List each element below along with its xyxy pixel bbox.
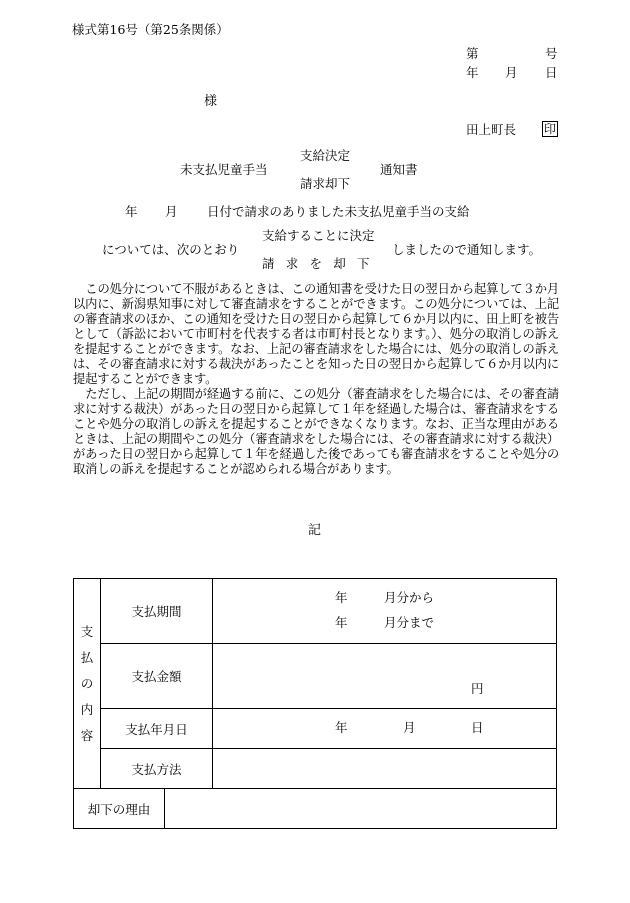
title-right: 通知書 — [380, 162, 418, 177]
issue-date-day: 日 — [545, 65, 558, 80]
period-to-year: 年 — [335, 615, 348, 630]
period-from-year: 年 — [335, 590, 348, 605]
issuer-name: 田上町長 — [466, 122, 517, 137]
payment-details-table — [73, 578, 557, 829]
payment-method-label: 支払方法 — [101, 749, 213, 789]
payment-amount-label: 支払金額 — [101, 644, 213, 709]
title-option-decision: 支給決定 — [300, 148, 351, 163]
ki-heading: 記 — [308, 523, 322, 538]
payment-date-day: 日 — [471, 720, 484, 735]
rejection-reason-field[interactable] — [165, 789, 556, 828]
payment-period-label: 支払期間 — [101, 579, 213, 644]
group-char: 内 — [80, 701, 94, 717]
result-lead: については、次のとおり — [102, 242, 240, 257]
request-year: 年 — [125, 204, 138, 219]
payment-date-month: 月 — [403, 720, 416, 735]
payment-amount-field[interactable] — [213, 644, 557, 709]
issue-date-month: 月 — [505, 65, 518, 80]
form-number: 様式第16号（第25条関係） — [72, 22, 229, 37]
issue-date-year: 年 — [466, 65, 479, 80]
title-option-rejection: 請求却下 — [300, 176, 351, 191]
group-char: 払 — [80, 649, 94, 665]
payment-content-group-label — [74, 579, 101, 789]
rejection-reason-row — [74, 789, 557, 829]
doc-number-suffix: 号 — [545, 46, 558, 61]
request-sentence: 日付で請求のありました未支払児童手当の支給 — [207, 204, 470, 219]
payment-date-field[interactable] — [213, 709, 557, 749]
appeal-paragraph-1: この処分について不服があるときは、この通知書を受けた日の翌日から起算して３か月以内に、新潟県知事に対して審査請求をすることができます。この処分については、上記の審査請求のほか、この通知を受けた日の翌日から起算して６か月以内に、田上町を被告として（訴訟において市町村を代表する者は市町村長となります。）、処分の取消しの訴えを提起することができます。なお、上記の審査請求をした場合には、処分の取消しの訴えは、その審査請求に対する裁決があったことを知った日の翌日から起算して６か月以内に提起することができます。 — [73, 282, 559, 386]
period-from-month: 月分から — [384, 590, 435, 605]
recipient-suffix: 様 — [204, 94, 218, 109]
payment-date-label: 支払年月日 — [101, 709, 213, 749]
seal-mark: 印 — [544, 122, 557, 136]
result-trail: しましたので通知します。 — [392, 242, 542, 257]
payment-method-field[interactable] — [213, 749, 557, 789]
group-char: の — [80, 675, 94, 691]
appeal-notice — [73, 282, 559, 477]
period-to-month: 月分まで — [384, 615, 435, 630]
title-left: 未支払児童手当 — [180, 162, 268, 177]
rejection-reason-label: 却下の理由 — [74, 789, 165, 828]
result-option-payment: 支給することに決定 — [262, 228, 375, 243]
amount-unit: 円 — [471, 681, 484, 696]
doc-number-prefix: 第 — [466, 46, 479, 61]
payment-period-field[interactable] — [213, 579, 557, 644]
group-char: 容 — [80, 727, 94, 743]
payment-date-year: 年 — [335, 720, 348, 735]
result-option-rejection: 請求を却下 — [262, 256, 381, 271]
group-char: 支 — [80, 623, 94, 639]
request-month: 月 — [165, 204, 178, 219]
appeal-paragraph-2: ただし、上記の期間が経過する前に、この処分（審査請求をした場合には、その審査請求に対する裁決）があった日の翌日から起算して１年を経過した場合は、審査請求をすることや処分の取消しの訴えを提起することができなくなります。なお、正当な理由があるときは、上記の期間やこの処分（審査請求をした場合には、その審査請求に対する裁決）があった日の翌日から起算して１年を経過した後であっても審査請求をすることや処分の取消しの訴えを提起することが認められる場合があります。 — [73, 387, 559, 476]
